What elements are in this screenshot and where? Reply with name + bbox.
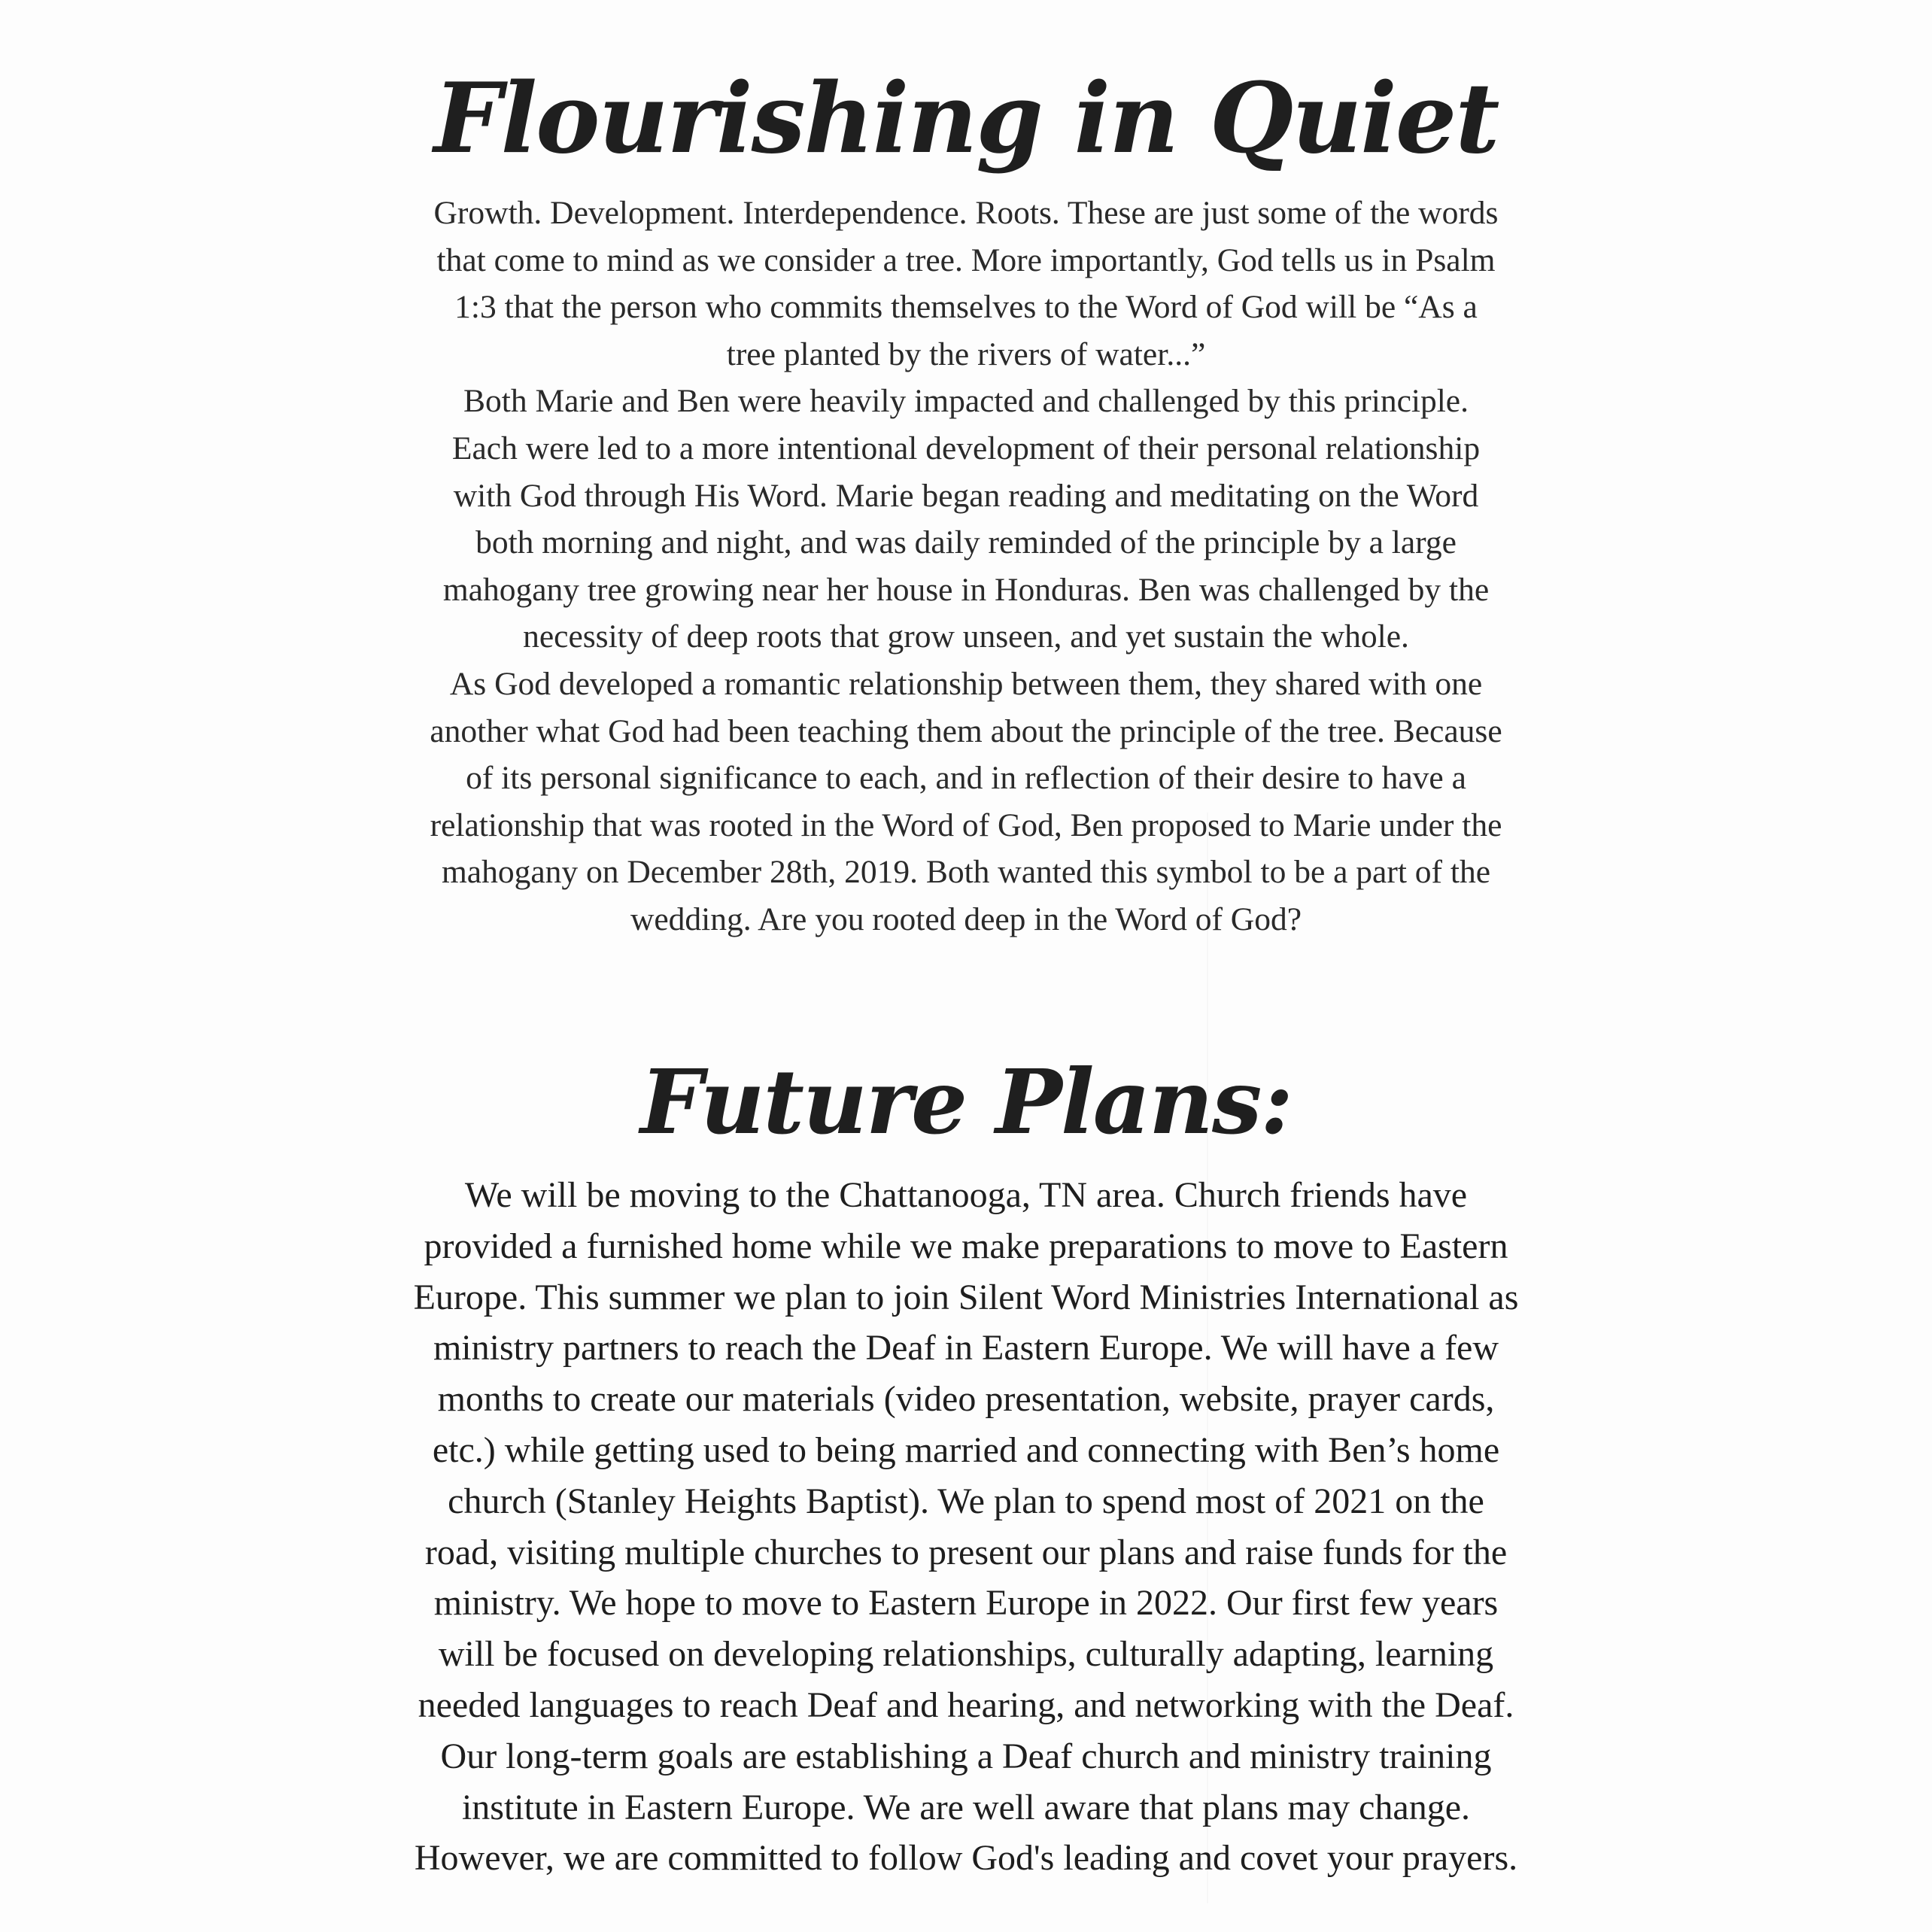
section-two-body (402, 1170, 1530, 1884)
section-one-line: of its personal significance to each, and in reflection of their desire to have a (466, 760, 1466, 797)
section-two-line: institute in Eastern Europe. We are well aware that plans may change. (461, 1787, 1471, 1827)
section-two-line: etc.) while getting used to being married and connecting with Ben’s home (432, 1429, 1500, 1470)
section-one-line: tree planted by the rivers of water...” (726, 336, 1206, 372)
section-two-line: months to create our materials (video presentation, website, prayer cards, (437, 1379, 1495, 1420)
section-one-line: As God developed a romantic relationship between them, they shared with one (449, 665, 1483, 702)
section-two-line: road, visiting multiple churches to present our plans and raise funds for the (424, 1532, 1508, 1572)
section-one-line: that come to mind as we consider a tree. More importantly, God tells us in Psalm (436, 242, 1496, 278)
section-two-line: Europe. This summer we plan to join Silent Word Ministries International as (413, 1277, 1519, 1317)
section-one-line: mahogany tree growing near her house in Honduras. Ben was challenged by the (442, 571, 1490, 608)
section-two-line: needed languages to reach Deaf and hearing, and networking with the Deaf. (418, 1684, 1514, 1725)
section-one-line: Each were led to a more intentional development of their personal relationship (451, 430, 1481, 466)
section-one-body (402, 190, 1530, 943)
section-one-line: another what God had been teaching them about the principle of the tree. Because (430, 712, 1502, 749)
section-two-line: Our long-term goals are establishing a Deaf church and ministry training (440, 1736, 1492, 1776)
section-one-title: Flourishing in Quiet (433, 62, 1499, 175)
section-one-line: both morning and night, and was daily reminded of the principle by a large (475, 524, 1457, 561)
section-one-line: mahogany on December 28th, 2019. Both wanted this symbol to be a part of the (441, 854, 1491, 891)
section-one-line: wedding. Are you rooted deep in the Word of God? (630, 901, 1302, 937)
section-one-line: with God through His Word. Marie began reading and meditating on the Word (453, 477, 1479, 514)
section-two-line: We will be moving to the Chattanooga, TN area. Church friends have (464, 1175, 1468, 1215)
section-one-line: 1:3 that the person who commits themselves to the Word of God will be “As a (454, 289, 1478, 326)
section-one-line: Both Marie and Ben were heavily impacted and challenged by this principle. (463, 383, 1469, 420)
section-two-line: ministry. We hope to move to Eastern Europe in 2022. Our first few years (433, 1583, 1499, 1624)
section-two-line: ministry partners to reach the Deaf in Eastern Europe. We will have a few (433, 1328, 1499, 1368)
section-one-line: Growth. Development. Interdependence. Roots. These are just some of the words (433, 195, 1499, 231)
section-two-line: church (Stanley Heights Baptist). We plan to spend most of 2021 on the (448, 1481, 1484, 1521)
section-two-line: provided a furnished home while we make preparations to move to Eastern (424, 1226, 1508, 1266)
section-two-line: will be focused on developing relationships, culturally adapting, learning (438, 1634, 1494, 1675)
section-two-line: However, we are committed to follow God's leading and covet your prayers. (414, 1838, 1518, 1879)
section-one-line: relationship that was rooted in the Word of God, Ben proposed to Marie under the (430, 807, 1502, 843)
section-two-title: Future Plans: (640, 1050, 1292, 1154)
section-one-line: necessity of deep roots that grow unseen, and yet sustain the whole. (523, 618, 1409, 655)
